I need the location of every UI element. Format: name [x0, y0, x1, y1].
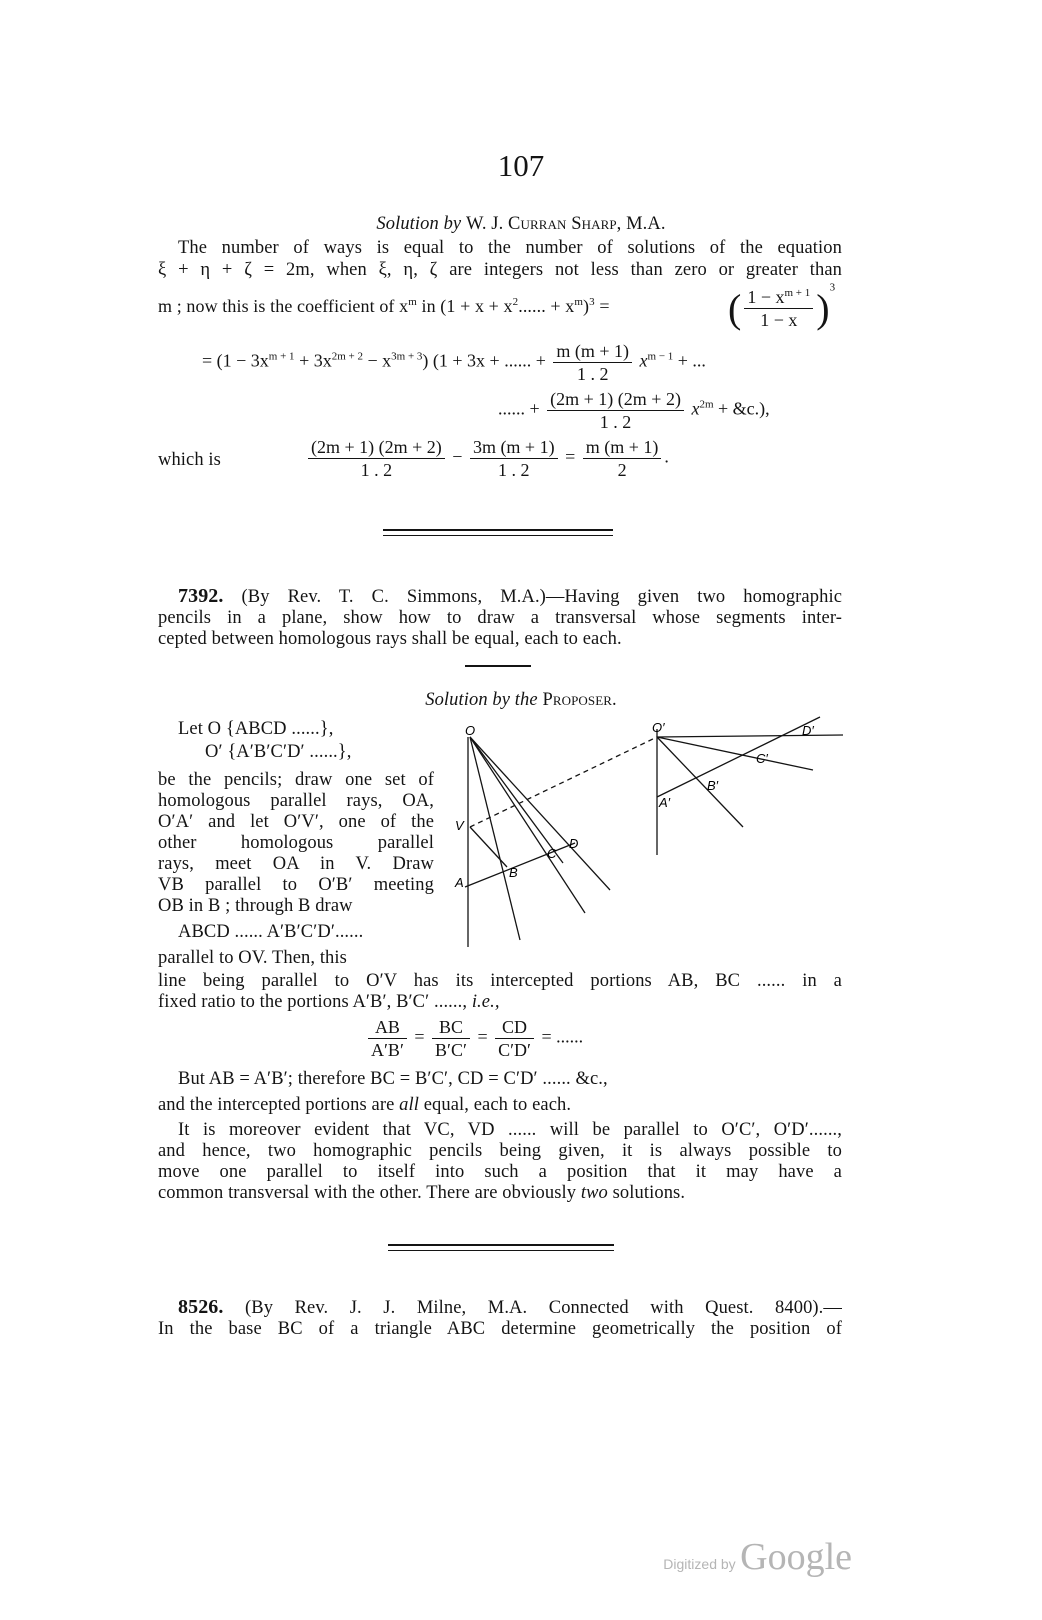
left-col-line: O′A′ and let O′V′, one of the [158, 812, 434, 832]
left-col-line: O′ {A′B′C′D′ ......}, [205, 742, 352, 762]
left-col-line: ABCD ...... A′B′C′D′...... [178, 922, 364, 942]
label-O: O [465, 723, 476, 738]
text-fragment: = ...... [541, 1026, 584, 1047]
left-col-line: parallel to OV. Then, this [158, 948, 347, 968]
left-col-line: other homologous parallel [158, 833, 434, 853]
fraction-numerator: m (m + 1) [583, 436, 662, 459]
body-line-6: and hence, two homographic pencils being given, it is always possible to [158, 1141, 842, 1161]
text-fragment: and the intercepted portions are [158, 1095, 395, 1115]
superscript: m + 1 [784, 287, 811, 299]
body-line-1: line being parallel to O′V has its intercepted portions AB, BC ...... in a [158, 971, 842, 991]
line-VO-prime [470, 737, 657, 827]
digitized-by-text: Digitized by [663, 1556, 736, 1572]
divider-rule [388, 1250, 614, 1251]
digitized-watermark [663, 1535, 852, 1579]
ray-O-prime-B-prime [657, 737, 743, 827]
question-number: 7392. [178, 585, 224, 607]
text-fragment: fixed ratio to the portions A′B′, B′C′ ......, [158, 992, 468, 1012]
proposer-heading-italic: Solution by the [425, 690, 538, 710]
label-B-prime: B′ [707, 778, 719, 793]
label-D-prime: D′ [802, 723, 814, 738]
solution-line-3: m ; now this is the coefficient of $x^m$ in ($1 + x + x^2$...... + $x^m)^3$ = [158, 296, 610, 316]
solution-heading-author: W. J. Curran Sharp, M.A. [465, 214, 666, 234]
solution-heading [0, 214, 1042, 236]
variable-x: x [691, 398, 700, 419]
fraction-denominator: 1 . 2 [576, 364, 609, 384]
text-fragment: + ... [677, 350, 706, 371]
fraction-numerator: 1 − x [747, 287, 785, 307]
label-D: D [569, 836, 579, 851]
text-fragment: = (1 − 3x [202, 350, 269, 371]
fraction-denominator: 2 [617, 460, 627, 480]
fraction-numerator: m (m + 1) [553, 340, 632, 363]
superscript: m + 1 [268, 350, 295, 363]
fraction-numerator: (2m + 1) (2m + 2) [547, 388, 684, 411]
body-line-3: But AB = A′B′; therefore BC = B′C′, CD = C′D′ ...... &c., [178, 1069, 608, 1089]
page-number: 107 [497, 148, 545, 183]
short-rule [465, 665, 531, 667]
question-7392-line-3: cepted between homologous rays shall be equal, each to each. [158, 629, 622, 649]
superscript: 2m + 2 [331, 350, 363, 363]
transversal-ABCD [465, 843, 575, 887]
google-logo: Google [740, 1536, 852, 1578]
superscript: m [408, 296, 417, 308]
operator: − [452, 446, 463, 467]
fraction-denominator: C′D′ [498, 1040, 531, 1060]
text-fragment: − x [367, 350, 392, 371]
left-col-line: homologous parallel rays, OA, [158, 791, 434, 811]
text-fragment: m ; now this is the coefficient of x [158, 296, 409, 316]
body-line-5: It is moreover evident that VC, VD ...... will be parallel to O′C′, O′D′......, [178, 1120, 842, 1140]
divider-rule [383, 535, 613, 536]
left-col-line: be the pencils; draw one set of [158, 770, 434, 790]
superscript: 3 [829, 281, 836, 294]
ray-O-prime-C-prime [657, 737, 813, 770]
proposer-heading [0, 690, 1042, 712]
solution-heading-italic: Solution by [376, 214, 462, 234]
superscript: 2 [512, 296, 519, 308]
text-fragment: ) (1 + 3x + ...... + [422, 350, 546, 371]
question-8526-line-1 [178, 1297, 842, 1320]
left-col-line: OB in B ; through B draw [158, 896, 353, 916]
text-fragment: solutions. [612, 1183, 686, 1203]
fraction-denominator: 1 . 2 [360, 460, 393, 480]
ray-OC [470, 737, 610, 890]
question-8526-line-2: In the base BC of a triangle ABC determine geometrically the position of [158, 1319, 842, 1339]
line-VB [470, 827, 507, 867]
divider-rule [383, 529, 613, 531]
expansion-line-1 [202, 340, 706, 385]
left-col-line: VB parallel to O′B′ meeting [158, 875, 434, 895]
label-B: B [509, 865, 518, 880]
text-fragment: ...... + [498, 398, 540, 419]
text-fragment: i.e., [471, 992, 500, 1012]
final-result [305, 436, 669, 481]
superscript: 3m + 3 [391, 350, 423, 363]
fraction-denominator: 1 . 2 [498, 460, 530, 480]
label-A-prime: A′ [659, 795, 671, 810]
text-fragment: + &c.), [718, 398, 770, 419]
text-fragment: equal, each to each. [423, 1095, 572, 1115]
fraction-denominator: B′C′ [435, 1040, 467, 1060]
proposer-heading-name: Proposer. [542, 690, 617, 710]
transversal-A-prime-D-prime [657, 717, 820, 797]
body-line-2 [158, 992, 500, 1014]
text-fragment: in (1 + x + x [421, 296, 513, 316]
which-is-label: which is [158, 450, 221, 470]
big-fraction: ( $\frac{1 - x^{m + 1}}{1 - x}$ )$^3$ [728, 281, 836, 331]
ray-OA [470, 737, 520, 940]
question-7392-line-2: pencils in a plane, show how to draw a transversal whose segments inter- [158, 608, 842, 628]
fraction-denominator: A′B′ [371, 1040, 404, 1060]
body-line-7: move one parallel to itself into such a position that it may have a [158, 1162, 842, 1182]
text-fragment: + 3x [299, 350, 332, 371]
superscript: m [574, 296, 584, 308]
text-fragment: all [399, 1095, 419, 1115]
operator: = [565, 446, 576, 467]
label-C-prime: C′ [756, 751, 768, 766]
label-C: C [547, 846, 557, 861]
body-line-4 [158, 1095, 571, 1117]
fraction-denominator: 1 . 2 [599, 412, 632, 432]
text-fragment: . [664, 446, 669, 467]
solution-line-1: The number of ways is equal to the number of solutions of the equation [178, 238, 842, 258]
ray-O-prime-D-prime [657, 735, 843, 737]
expansion-line-2 [498, 388, 770, 433]
fraction-numerator: AB [368, 1016, 407, 1039]
ray-OD [470, 737, 563, 863]
homographic-pencils-figure [445, 715, 850, 950]
superscript: m − 1 [647, 350, 674, 363]
fraction-numerator: CD [495, 1016, 534, 1039]
variable-x: x [639, 350, 648, 371]
question-intro: (By Rev. J. J. Milne, M.A. Connected with Quest. 8400).— [245, 1298, 842, 1318]
text-fragment: ...... + x [518, 296, 575, 316]
question-intro: (By Rev. T. C. Simmons, M.A.)—Having given two homographic [241, 587, 842, 607]
ray-OB [470, 737, 585, 913]
left-col-line: rays, meet OA in V. Draw [158, 854, 434, 874]
body-line-8 [158, 1183, 685, 1205]
fraction-numerator: (2m + 1) (2m + 2) [308, 436, 445, 459]
fraction-numerator: BC [432, 1016, 470, 1039]
label-V: V [455, 818, 464, 833]
question-number: 8526. [178, 1296, 224, 1318]
label-O-prime: O′ [652, 720, 665, 735]
solution-line-2: ξ + η + ζ = 2m, when ξ, η, ζ are integers not less than zero or greater than [158, 260, 842, 280]
text-fragment: common transversal with the other. There are obviously [158, 1183, 577, 1203]
label-A: A [455, 875, 464, 890]
superscript: 2m [699, 398, 714, 411]
superscript: 3 [589, 296, 595, 308]
fraction-denominator: 1 − x [760, 310, 798, 330]
fraction-numerator: 3m (m + 1) [470, 436, 558, 459]
ratio-equation: $\frac{AB}{A'B'}$ = $\frac{BC}{B'C'}$ = $\frac{CD}{C'D'}$ = ...... [365, 1016, 583, 1061]
text-fragment: two [580, 1183, 608, 1203]
question-7392-line-1 [178, 586, 842, 609]
left-col-line: Let O {ABCD ......}, [178, 719, 334, 739]
divider-rule [388, 1244, 614, 1246]
